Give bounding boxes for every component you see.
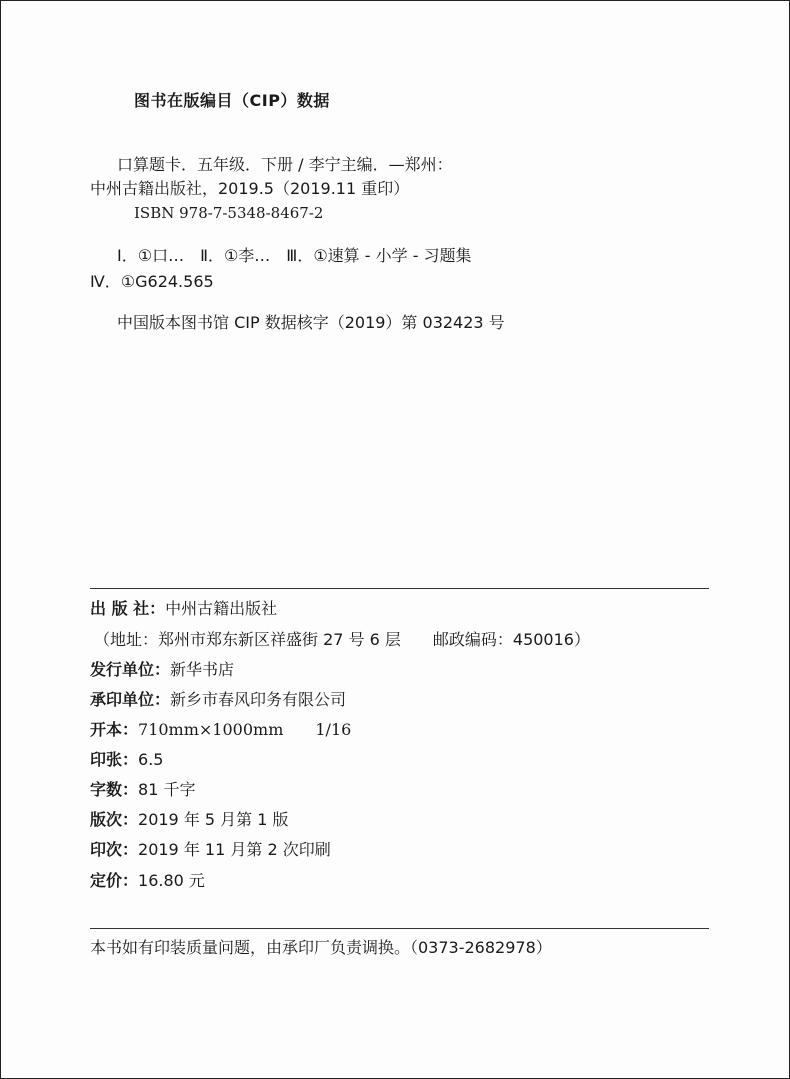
quality-notice: 本书如有印装质量问题，由承印厂负责调换。（0373-2682978） — [90, 938, 552, 957]
cip-entry-line2: 中州古籍出版社，2019.5（2019.11 重印） — [90, 179, 410, 198]
printer-label: 承印单位： — [90, 690, 171, 709]
cip-check-number: 中国版本图书馆 CIP 数据核字（2019）第 032423 号 — [117, 313, 505, 332]
colophon-sheets-row — [90, 752, 163, 768]
cip-isbn: ISBN 978-7-5348-8467-2 — [134, 204, 324, 222]
format-value: 710mm×1000mm 1/16 — [138, 720, 352, 739]
printer-value: 新乡市春风印务有限公司 — [170, 690, 347, 709]
colophon-bottom-divider — [90, 928, 709, 929]
sheets-value: 6.5 — [138, 750, 164, 769]
edition-value: 2019 年 5 月第 1 版 — [138, 810, 289, 829]
format-label: 开本： — [90, 720, 139, 739]
colophon-impression-row — [90, 842, 331, 858]
word-count-label: 字数： — [90, 780, 139, 799]
distributor-value: 新华书店 — [170, 660, 235, 679]
distributor-label: 发行单位： — [90, 660, 171, 679]
colophon-printer-row — [90, 692, 346, 708]
word-count-value: 81 千字 — [138, 780, 196, 799]
publisher-label: 出 版 社： — [90, 599, 166, 618]
publisher-value: 中州古籍出版社 — [165, 599, 278, 618]
cip-classification-line2: Ⅳ．①G624.565 — [90, 272, 214, 291]
colophon-distributor-row — [90, 662, 234, 678]
cip-entry-line1: 口算题卡．五年级．下册 / 李宁主编．—郑州： — [117, 155, 453, 174]
colophon-publisher-row — [90, 601, 277, 617]
impression-value: 2019 年 11 月第 2 次印刷 — [138, 840, 331, 859]
colophon-address-row — [94, 632, 590, 648]
cip-classification-line1: Ⅰ．①口… Ⅱ．①李… Ⅲ．①速算 - 小学 - 习题集 — [117, 246, 472, 265]
price-value: 16.80 元 — [138, 871, 205, 890]
colophon-price-row — [90, 873, 205, 889]
cip-heading: 图书在版编目（CIP）数据 — [134, 91, 330, 110]
publisher-address: （地址：郑州市郑东新区祥盛街 27 号 6 层 邮政编码：450016） — [94, 630, 590, 649]
sheets-label: 印张： — [90, 750, 139, 769]
colophon-format-row — [90, 722, 351, 738]
impression-label: 印次： — [90, 840, 139, 859]
colophon-word-count-row — [90, 782, 195, 798]
colophon-edition-row — [90, 812, 289, 828]
colophon-top-divider — [90, 588, 709, 589]
edition-label: 版次： — [90, 810, 139, 829]
price-label: 定价： — [90, 871, 139, 890]
